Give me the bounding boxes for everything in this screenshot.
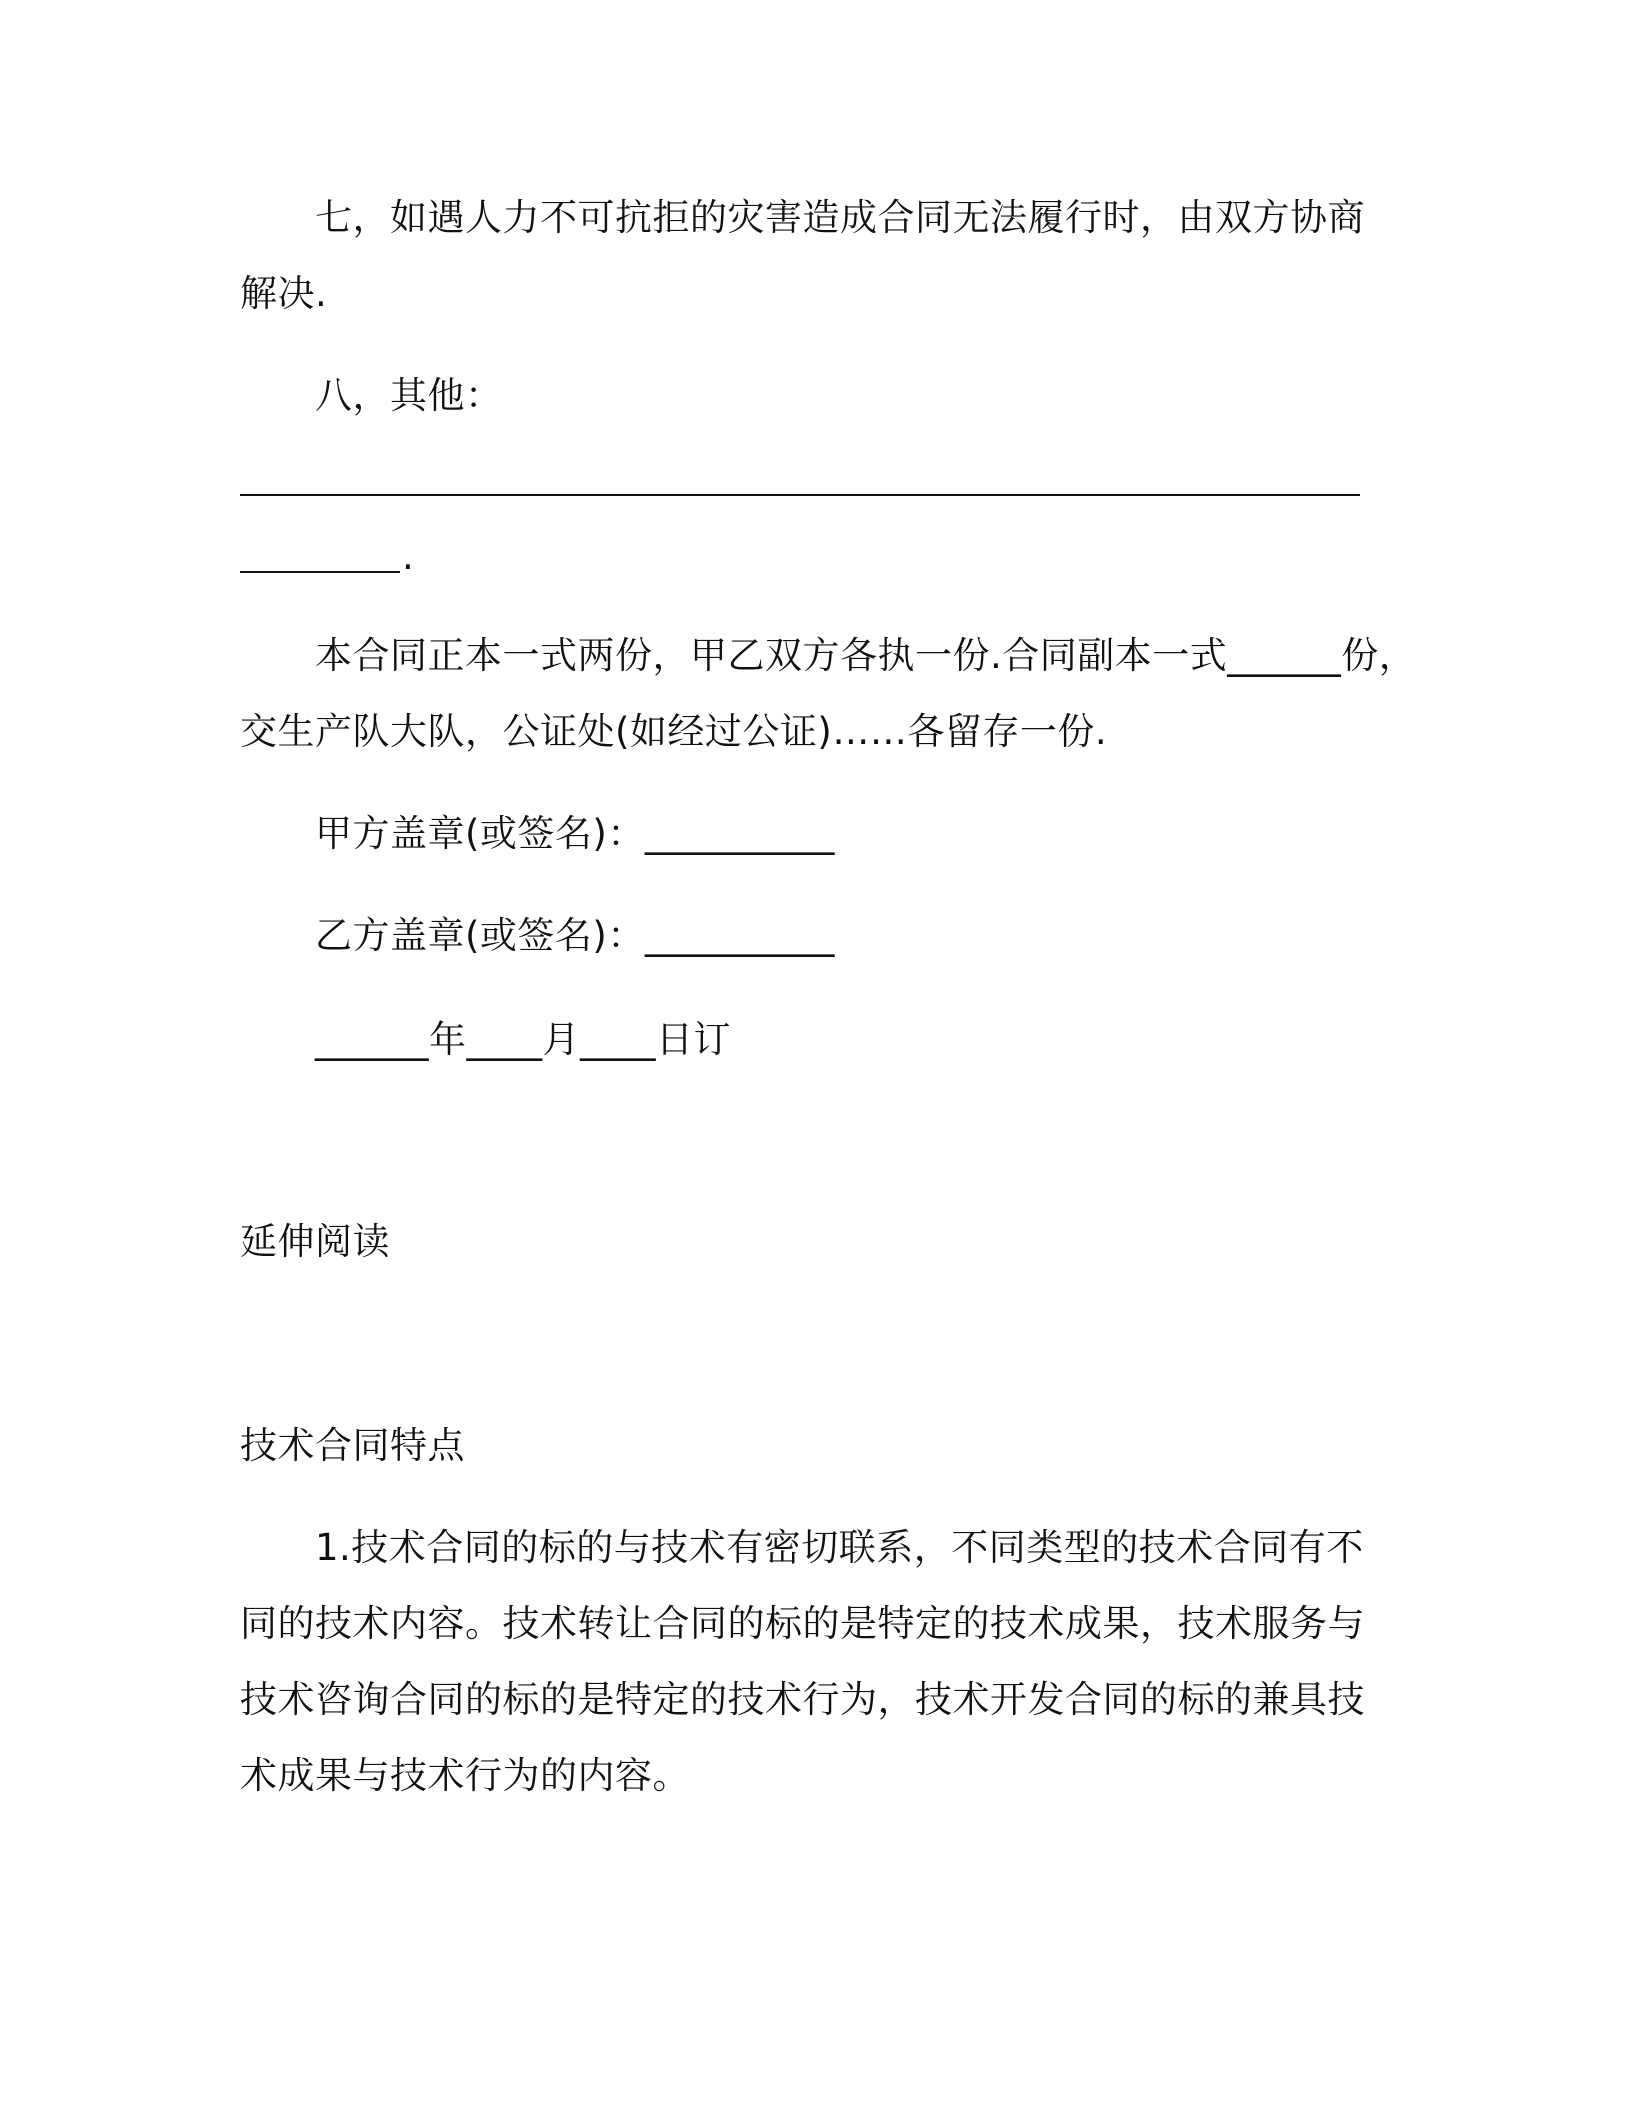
clause-8-blank-line-1 — [240, 494, 1360, 496]
point-1-line-1: 1.技术合同的标的与技术有密切联系，不同类型的技术合同有不 — [315, 1526, 1364, 1569]
party-b-signature: 乙方盖章(或签名)：__________ — [315, 914, 835, 957]
copies-line-1: 本合同正本一式两份，甲乙双方各执一份.合同副本一式______份， — [315, 634, 1417, 677]
section-subheading: 技术合同特点 — [240, 1424, 465, 1467]
clause-8-blank-line-2 — [240, 571, 400, 573]
clause-8-blank-end: . — [402, 535, 414, 578]
point-1-line-4: 术成果与技术行为的内容。 — [240, 1754, 690, 1797]
extended-reading-heading: 延伸阅读 — [240, 1220, 390, 1263]
clause-8-heading: 八，其他： — [315, 374, 503, 417]
clause-7-line-2: 解决. — [240, 272, 328, 315]
point-1-line-2: 同的技术内容。技术转让合同的标的是特定的技术成果，技术服务与 — [240, 1602, 1365, 1645]
clause-7-line-1: 七，如遇人力不可抗拒的灾害造成合同无法履行时，由双方协商 — [315, 196, 1365, 239]
signing-date: ______年____月____日订 — [315, 1018, 731, 1061]
party-a-signature: 甲方盖章(或签名)：__________ — [315, 812, 835, 855]
point-1-line-3: 技术咨询合同的标的是特定的技术行为，技术开发合同的标的兼具技 — [240, 1678, 1365, 1721]
copies-line-2: 交生产队大队，公证处(如经过公证)……各留存一份. — [240, 710, 1108, 753]
